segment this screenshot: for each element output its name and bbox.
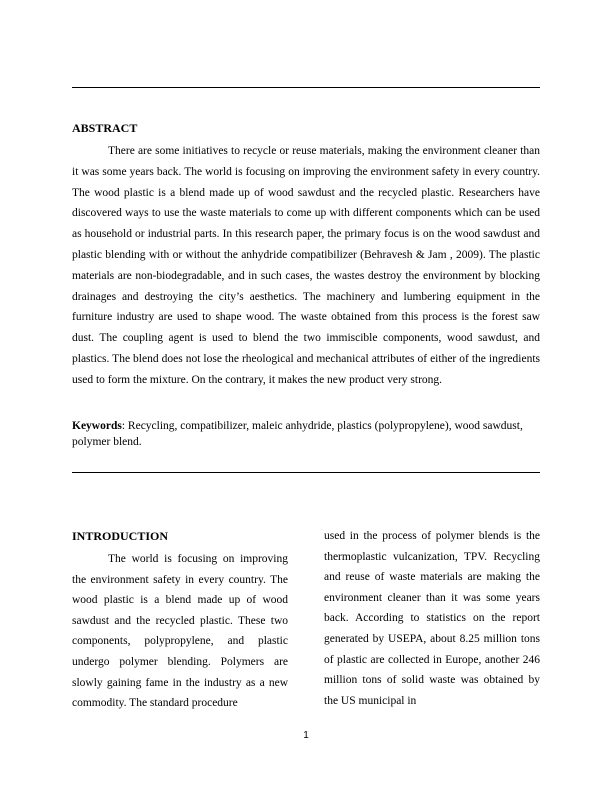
introduction-heading: INTRODUCTION [72,529,169,543]
abstract-heading: ABSTRACT [72,121,138,135]
keywords-paragraph [72,419,540,450]
top-horizontal-rule [72,87,540,88]
page-number: 1 [303,730,309,741]
introduction-left-column: The world is focusing on improving the environment safety in every country. The wood plastic is a blend made up of wood sawdust and the recycled plastic. These two components, polypropylene, and plastic undergo polymer blending. Polymers are slowly gaining fame in the industry as a new commodity. The standard procedure [72,553,288,710]
keywords-label: Keywords [72,420,122,432]
abstract-body: There are some initiatives to recycle or reuse materials, making the environment cleaner than it was some years back. The world is focusing on improving the environment safety in every country. The wood plastic is a blend made up of wood sawdust and the recycled plastic. Researchers have discovered ways to use the waste materials to come up with different components which can be used as household or industrial parts. In this research paper, the primary focus is on the wood sawdust and plastic blending with or without the anhydride compatibilizer (Behravesh & Jam , 2009). The plastic materials are non-biodegradable, and in such cases, the wastes destroy the environment by blocking drainages and destroying the city’s aesthetics. The machinery and lumbering equipment in the furniture industry are used to shape wood. The waste obtained from this process is the forest saw dust. The coupling agent is used to blend the two immiscible components, wood sawdust, and plastics. The blend does not lose the rheological and mechanical attributes of either of the ingredients used to form the mixture. On the contrary, it makes the new product very strong. [72,145,540,386]
introduction-right-column: used in the process of polymer blends is the thermoplastic vulcanization, TPV. Recycling and reuse of waste materials are making the environment cleaner than it was some years back. According to statistics on the report generated by USEPA, about 8.25 million tons of plastic are collected in Europe, another 246 million tons of solid waste was obtained by the US municipal in [324,530,540,707]
keywords-text: : Recycling, compatibilizer, maleic anhydride, plastics (polypropylene), wood sawdust, polymer blend. [72,420,523,448]
bottom-horizontal-rule [72,472,540,473]
